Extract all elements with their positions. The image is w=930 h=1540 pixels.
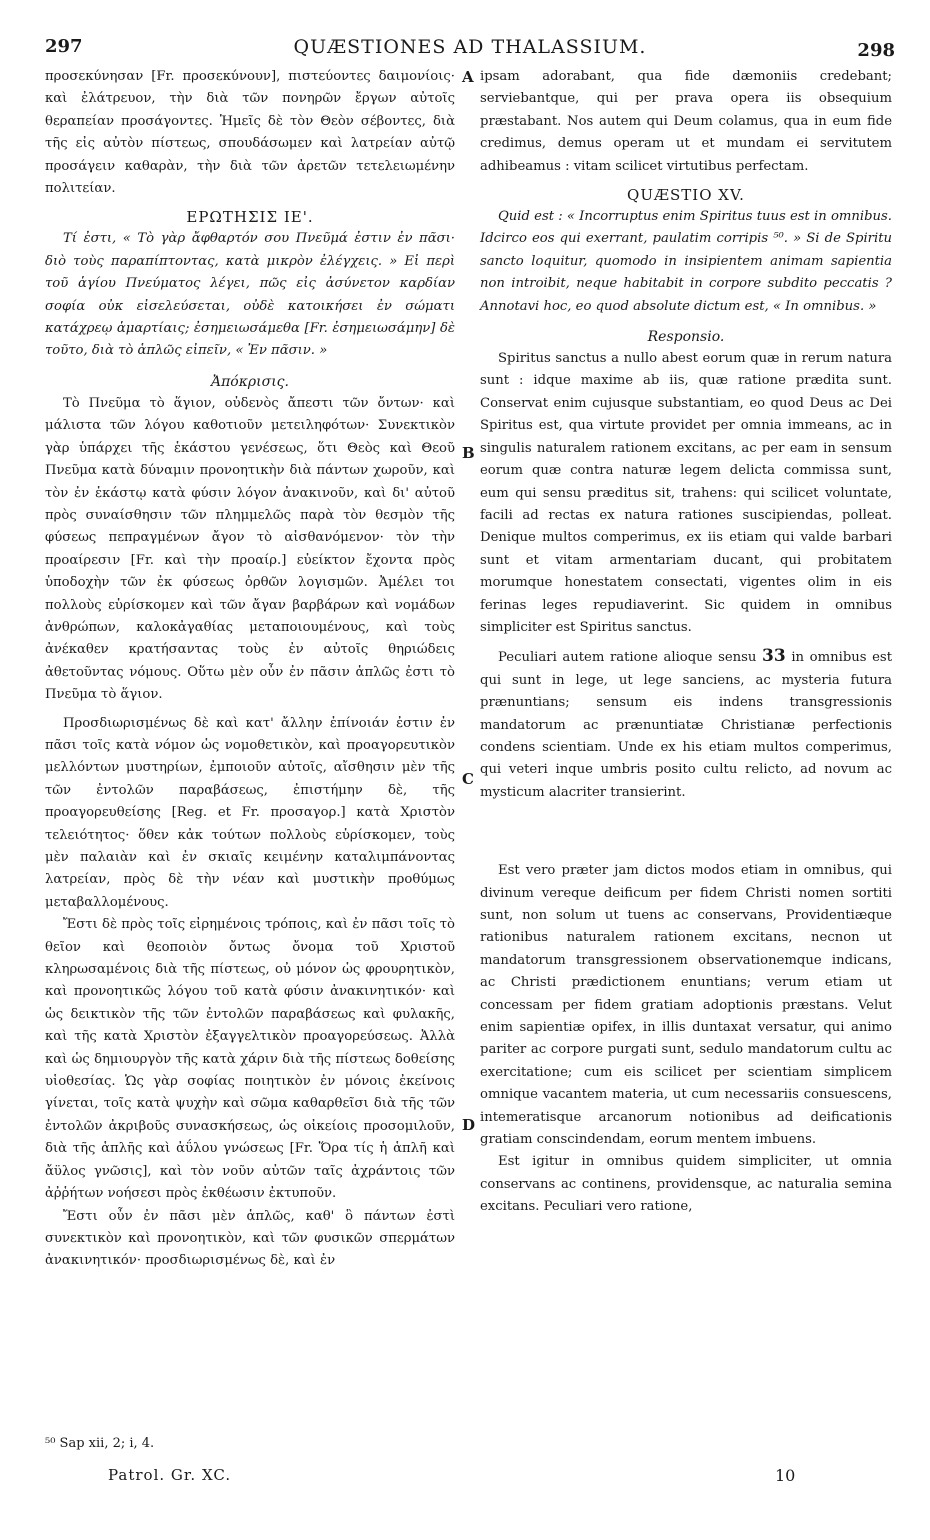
latin-paragraph-5: Est igitur in omnibus quidem simpliciter, ut omnia conservans ac continens, providensque, ac naturalia semina excitans. Peculiari vero ratione,	[480, 1154, 892, 1215]
latin-paragraph-4: Est vero præter jam dictos modos etiam in omnibus, qui divinum vereque deificum per fidem Christi nomen sortiti sunt, non solum ut tuens ac conservans, Providentiæque rationibus naturalem rationem excitans, necnon ut mandatorum transgressionem observationemque indicans, ac Christi prædictionem enuntians; verum etiam ut concessam per fidem gratiam adoptionis præstans. Velut enim sapientiæ opifex, in illis duntaxat versatur, qui animo pariter ac corpore purgati sunt, sedulo mandatorum cultu ac exercitatione; cum eis scilicet per scientiam simplicem omnique vacantem materia, ut cum necessariis consuescens, intemeratisque arcanorum notionibus ad deificationis gratiam conscindendam, eorum mentem imbuens.	[480, 863, 892, 1148]
running-title: QUÆSTIONES AD THALASSIUM.	[293, 36, 647, 58]
greek-paragraph-5: Ἔστι οὖν ἐν πᾶσι μὲν ἁπλῶς, καθ' ὃ πάντων ἐστὶ συνεκτικὸν καὶ προνοητικὸν, καὶ τῶν φυσικῶν σπερμάτων ἀνακινητικόν· προσδιωρισμένως δὲ, καὶ ἐν	[45, 1208, 455, 1269]
column-number: 33	[762, 646, 786, 667]
greek-paragraph-4: Ἔστι δὲ πρὸς τοῖς εἰρημένοις τρόποις, καὶ ἐν πᾶσι τοῖς τὸ θεῖον καὶ θεοποιὸν ὄντως ὄνομα τοῦ Χριστοῦ κληρωσαμένοις διὰ τῆς πίστεως, οὐ μόνον ὡς φρουρητικὸν, καὶ προνοητικῶς λόγου τοῦ κατὰ φύσιν ἀνακινητικόν· καὶ ὡς δεικτικὸν τῆς τῶν ἐντολῶν παραβάσεως καὶ φυλακῆς, καὶ τῆς κατὰ Χριστὸν ἐξαγγελτικὸν προαγορεύσεως. Ἀλλὰ καὶ ὡς δημιουργὸν τῆς κατὰ χάριν διὰ τῆς πίστεως δοθείσης υἱοθεσίας. Ὡς γὰρ σοφίας ποιητικὸν ἐν μόνοις ἐκείνοις γίνεται, τοῖς κατὰ ψυχὴν καὶ σῶμα καθαρθεῖσι διὰ τῆς τῶν ἐντολῶν ἀκριβοῦς συνασκήσεως, ὡς οἰκείοις προσομιλοῦν, διὰ τῆς ἁπλῆς καὶ ἀΰλου γνώσεως [Fr. Ὅρα τίς ἡ ἁπλῆ καὶ ἄϋλος γνῶσις], καὶ τὸν νοῦν αὐτῶν ταῖς ἀχράντοις τῶν ἀῤῥήτων νοήσεσι πρὸς ἐκθέωσιν ἐκτυποῦν.	[45, 917, 455, 1202]
greek-question-heading: ΕΡΩΤΗΣΙΣ ΙΕ'.	[186, 208, 314, 227]
latin-question-text: Quid est : « Incorruptus enim Spiritus tuus est in omnibus. Idcirco eos qui exerrant, paulatim corripis ⁵⁰. » Si de Spiritu sancto loquitur, quomodo in insipientem animam sapientia non introibit, neque habitabit in corpore subdito peccatis ? Annotavi hoc, eo quod absolute dictum est, « In omnibus. »	[480, 209, 892, 314]
footnote: ⁵⁰ Sap xii, 2; i, 4.	[45, 1436, 155, 1451]
latin-paragraph-1: ipsam adorabant, qua fide dæmoniis credebant; serviebantque, qui per prava opera iis obsequium præstabant. Nos autem qui Deum colamus, qua in eum fide credimus, demus operam ut et mundam ei servitutem adhibeamus : vitam scilicet virtutibus perfectam.	[480, 69, 892, 174]
latin-answer-heading: Responsio.	[647, 329, 725, 346]
latin-column	[480, 66, 892, 1219]
page-header	[45, 36, 895, 62]
greek-answer-heading: Ἀπόκρισις.	[211, 373, 289, 390]
greek-paragraph-2: Τὸ Πνεῦμα τὸ ἅγιον, οὐδενὸς ἄπεστι τῶν ὄντων· καὶ μάλιστα τῶν λόγου καθοτιοῦν μετειληφότων· Συνεκτικὸν γὰρ ὑπάρχει τῆς ἑκάστου γενέσεως, ὅτι Θεὸς καὶ Θεοῦ Πνεῦμα κατὰ δύναμιν προνοητικὴν διὰ πάντων χωροῦν, καὶ τὸν ἐν ἑκάστῳ κατὰ φύσιν λόγον ἀνακινοῦν, καὶ δι' αὐτοῦ πρὸς συναίσθησιν τῶν πλημμελῶς παρὰ τὸν θεσμὸν τῆς φύσεως πεπραγμένων ἄγον τὸ αἰσθανόμενον· τὸν τὴν προαίρεσιν [Fr. καὶ τὴν προαίρ.] εὐείκτον ἔχοντα πρὸς ὑποδοχὴν τῶν ἐκ φύσεως ὀρθῶν λογισμῶν. Ἀμέλει τοι πολλοὺς εὑρίσκομεν καὶ τῶν ἄγαν βαρβάρων καὶ νομάδων ἀνθρώπων, καλοκἀγαθίας μεταποιουμένους, καὶ τοὺς ἀνέκαθεν κρατήσαντας τοὺς ἐν αὐτοῖς θηριώδεις ἀθετοῦντας νόμους. Οὕτω μὲν οὖν ἐν πᾶσιν ἁπλῶς ἐστι τὸ Πνεῦμα τὸ ἅγιον.	[45, 395, 455, 703]
latin-paragraph-3-rest: in omnibus est qui sunt in lege, ut lege sanciens, ac mysteria futura prænuntians; sensum eis indens transgressionis mandatorum ac prænuntiatæ Christianæ perfectionis condens scientiam. Unde ex his etiam multos comperimus, qui veteri inque umbris posito cultu relicto, ad novum ac mysticum alacriter transierint.	[480, 650, 893, 800]
greek-paragraph-3: Προσδιωρισμένως δὲ καὶ κατ' ἄλλην ἐπίνοιάν ἐστιν ἐν πᾶσι τοῖς κατὰ νόμον ὡς νομοθετικὸν, καὶ προαγορευτικὸν μελλόντων μυστηρίων, ἐμποιοῦν αὐτοῖς, αἴσθησιν μὲν τῆς τῶν ἐντολῶν παραβάσεως, ἐπιστήμην δὲ, τῆς προαγορευθείσης [Reg. et Fr. προσαγορ.] κατὰ Χριστὸν τελειότητος· ὅθεν κἀκ τούτων πολλοὺς εὑρίσκομεν, τοὺς μὲν παλαιὰν καὶ ἐν σκιαῖς κειμένην καταλιμπάνοντας λατρείαν, πρὸς δὲ τὴν νέαν καὶ μυστικὴν προθύμως μεταβαλλομένους.	[45, 715, 455, 910]
greek-column	[45, 66, 455, 1273]
margin-letter-a: A	[462, 68, 474, 86]
footer-signature: Patrol. Gr. XC.	[108, 1466, 232, 1484]
latin-question-heading: QUÆSTIO XV.	[627, 186, 745, 205]
margin-letter-d: D	[462, 1116, 476, 1134]
page-number-right: 298	[857, 40, 895, 61]
latin-paragraph-3	[480, 645, 892, 804]
page-number-left: 297	[45, 36, 83, 57]
greek-question-text: Τί ἐστι, « Τὸ γὰρ ἄφθαρτόν σου Πνεῦμά ἐστιν ἐν πᾶσι· διὸ τοὺς παραπίπτοντας, κατὰ μικρὸν ἐλέγχεις. » Εἰ περὶ τοῦ ἁγίου Πνεύματος λέγει, πῶς εἰς ἀσύνετον καρδίαν σοφία οὐκ εἰσελεύσεται, οὐδὲ κατοικήσει ἐν σώματι κατάχρεῳ ἁμαρτίαις; ἐσημειωσάμεθα [Fr. ἐσημειωσάμην] δὲ τοῦτο, διὰ τὸ ἁπλῶς εἰπεῖν, « Ἐν πᾶσιν. »	[45, 231, 455, 359]
latin-paragraph-2: Spiritus sanctus a nullo abest eorum quæ in rerum natura sunt : idque maxime ab iis, quæ ratione prædita sunt. Conservat enim cujusque substantiam, eo quod Deus ac Dei Spiritus est, qua virtute providet per omnia immeans, ac in singulis naturalem rationem excitans, ac per eam in sensum eorum quæ contra naturæ legem delicta commissa sunt, eum qui sensu præditus sit, trahens: qui scilicet voluntate, facili ad rectas ex natura rationes suscipiendas, polleat. Denique multos comperimus, ex iis etiam qui valde barbari sunt et vitam armentariam ducant, qui probitatem morumque honestatem consectati, vigentes olim in eis ferinas leges repudiaverint. Sic quidem in omnibus simpliciter est Spiritus sanctus.	[480, 351, 892, 635]
margin-letter-b: B	[462, 444, 475, 462]
latin-paragraph-3-start: Peculiari autem ratione alioque sensu	[498, 650, 757, 666]
footer-sheet-number: 10	[775, 1466, 796, 1485]
greek-paragraph-1: προσεκύνησαν [Fr. προσεκύνουν], πιστεύοντες δαιμονίοις· καὶ ἐλάτρευον, τὴν διὰ τῶν πονηρῶν ἔργων αὐτοῖς θεραπείαν προσάγοντες. Ἡμεῖς δὲ τὸν Θεὸν σέβοντες, διὰ τῆς εἰς αὐτὸν πίστεως, σπουδάσωμεν καὶ λατρείαν αὐτῷ προσάγειν καθαρὰν, τὴν διὰ τῶν ἀρετῶν τετελειωμένην πολιτείαν.	[45, 69, 455, 197]
margin-letter-c: C	[462, 770, 474, 788]
